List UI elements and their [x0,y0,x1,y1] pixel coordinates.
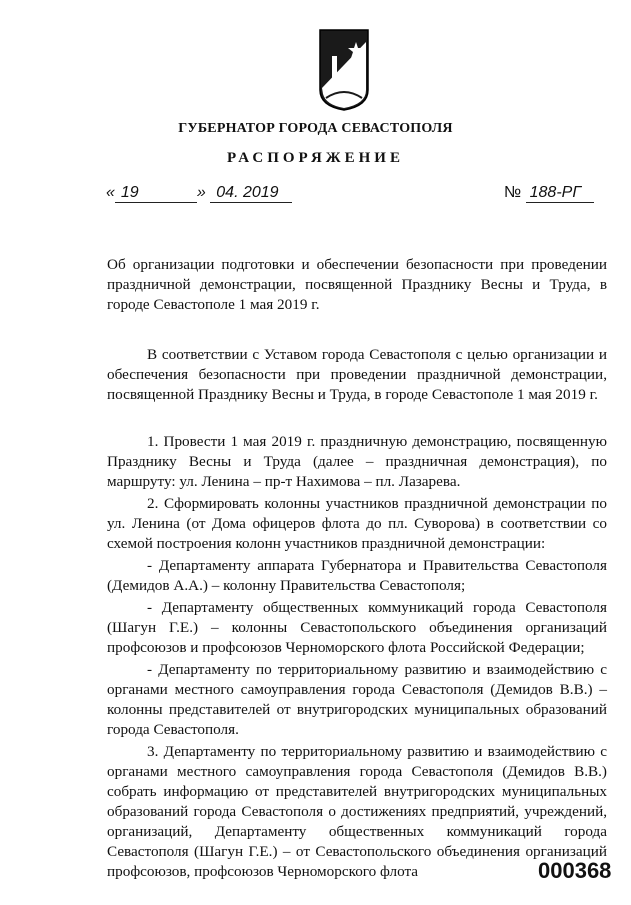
document-type-title: РАСПОРЯЖЕНИЕ [227,150,404,166]
date-quote-close: » [196,184,206,201]
paragraph-sub-item: - Департаменту по территориальному развитию и взаимодействию с органами местного самоуправления города Севастополя (Демидов В.В.) – колонны представителей от внутригородских муниципальных образований города Севастополя. [107,661,607,738]
date-month-year: 04. 2019 [210,184,292,203]
document-subject: Об организации подготовки и обеспечении безопасности при проведении праздничной демонстрации, посвященной Празднику Весны и Труда, в городе Севастополе 1 мая 2019 г. [107,256,607,313]
serial-number: 000368 [538,858,612,883]
paragraph-sub-item: - Департаменту аппарата Губернатора и Правительства Севастополя (Демидов А.А.) – колонну Правительства Севастополя; [107,557,607,594]
document-body [107,432,607,882]
document-number [504,184,594,203]
date-quote-open: « [106,184,115,201]
paragraph-item-2: 2. Сформировать колонны участников праздничной демонстрации по ул. Ленина (от Дома офицеров флота до пл. Суворова) в соответствии со схемой построения колонн участников праздничной демонстрации: [107,495,607,552]
date-day: 19 [115,184,197,203]
number-sign: № [504,184,522,201]
paragraph-item-1: 1. Провести 1 мая 2019 г. праздничную демонстрацию, посвященную Празднику Весны и Труда (далее – праздничная демонстрация), по маршруту: ул. Ленина – пр-т Нахимова – пл. Лазарева. [107,433,607,490]
sevastopol-coat-of-arms-emblem [318,28,370,112]
document-date [106,184,292,203]
number-value: 188-РГ [526,184,594,203]
paragraph-item-3: 3. Департаменту по территориальному развитию и взаимодействию с органами местного самоуправления города Севастополя (Демидов В.В.) собрать информацию от представителей внутригородских муниципальных образований города Севастополя о достижениях предприятий, учреждений, организаций, Департаменту общественных коммуникаций города Севастополя (Шагун Г.Е.) – от Севастопольского объединения организаций профсоюзов, профсоюзов Черноморского флота [107,743,607,880]
preamble-paragraph: В соответствии с Уставом города Севастополя с целью организации и обеспечения безопасности при проведении праздничной демонстрации, посвященной Празднику Весны и Труда, в городе Севастополе 1 мая 2019 г. [107,346,607,403]
paragraph-sub-item: - Департаменту общественных коммуникаций города Севастополя (Шагун Г.Е.) – колонны Севастопольского объединения организаций профсоюзов и профсоюзов Черноморского флота Российской Федерации; [107,599,607,656]
issuing-authority: ГУБЕРНАТОР ГОРОДА СЕВАСТОПОЛЯ [178,121,453,136]
